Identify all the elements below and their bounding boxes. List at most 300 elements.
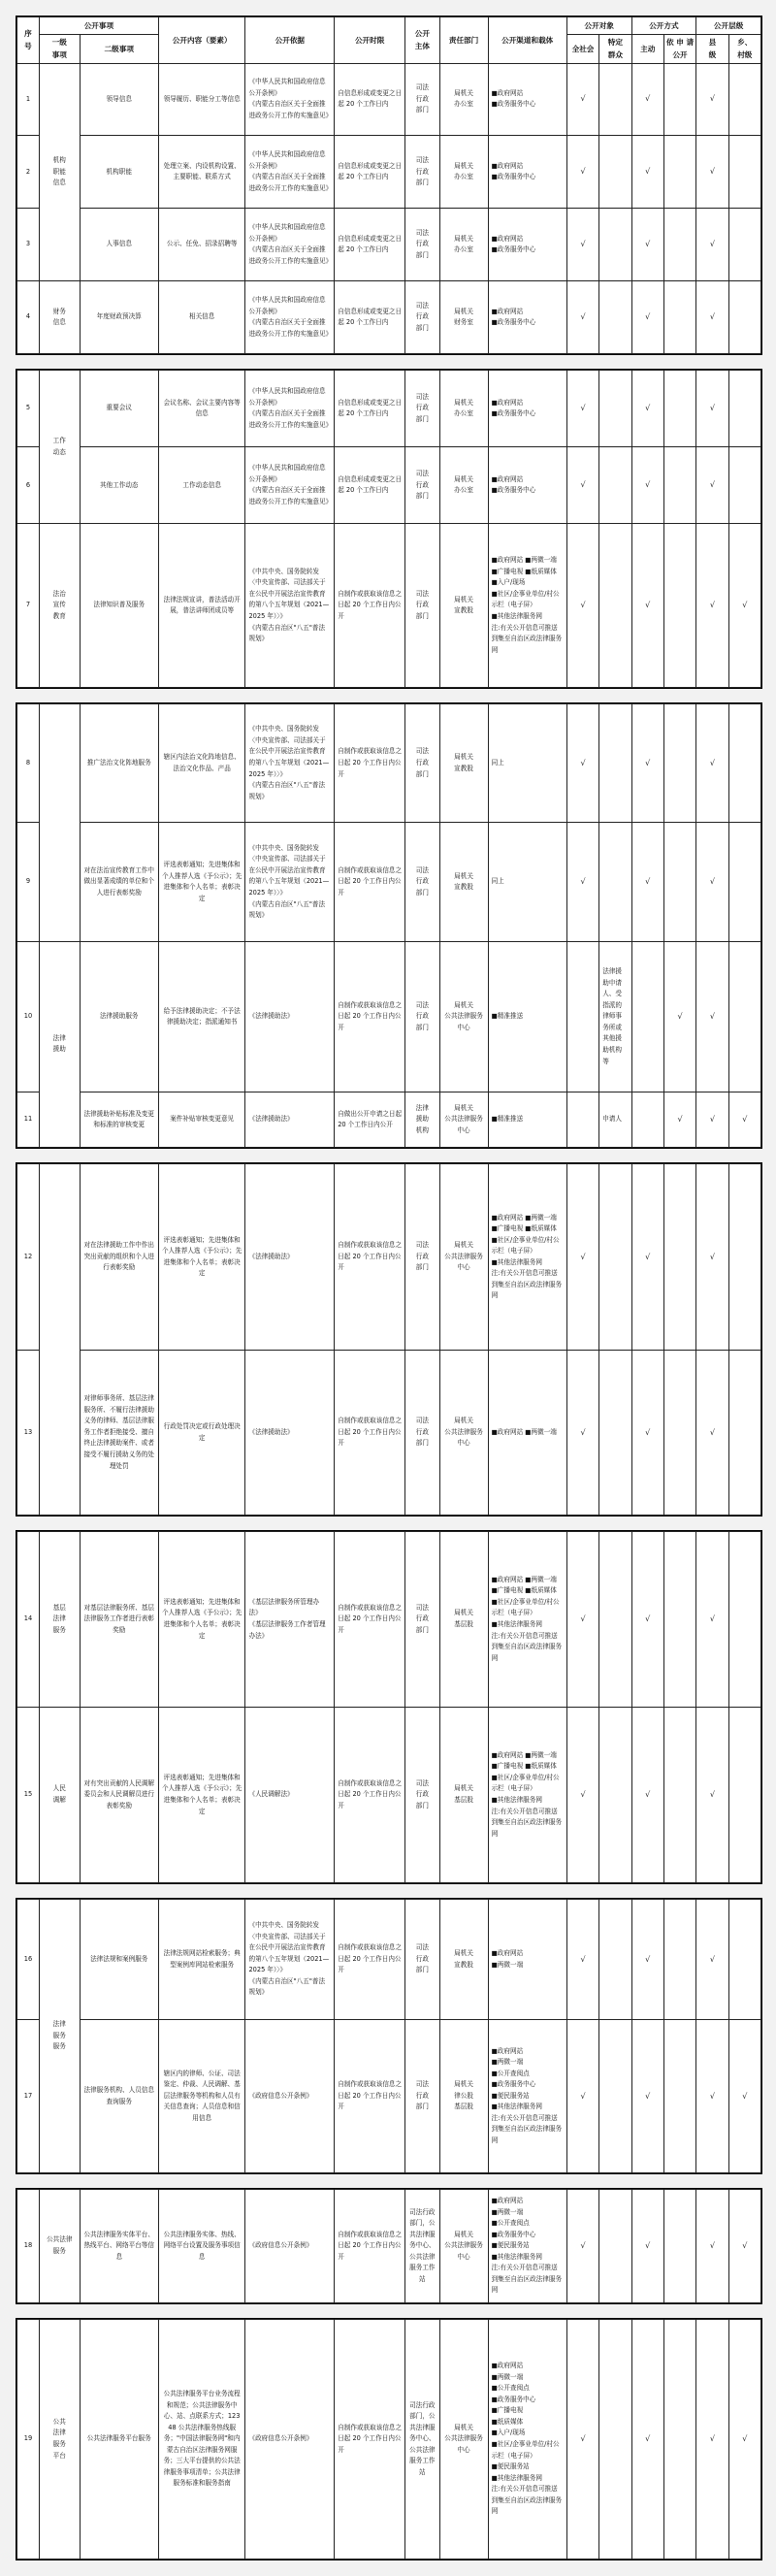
apply-check: √ xyxy=(663,941,695,1092)
table-row xyxy=(17,136,761,209)
channel-cell: ■政府网站 ■两微一端 ■公开查阅点 ■政务服务中心 ■便民服务站 ■其他法律服务网 注:有关公开信息可推送到集至自治区政法律服务网 xyxy=(488,2020,566,2173)
specific-target-cell: 法律援助申请人、受指派的律师事务所或其他援助机构等 xyxy=(599,941,631,1092)
subject-cell: 司法 行政 部门 xyxy=(405,1900,439,2020)
township-check xyxy=(728,1532,760,1708)
header-mode-group: 公开方式 xyxy=(631,17,696,35)
basis-cell: 《中华人民共和国政府信息公开条例》 《内蒙古自治区关于全面推进政务公开工作的实施意见》 xyxy=(245,447,335,524)
row-seq: 16 xyxy=(17,1900,40,2020)
county-check: √ xyxy=(696,209,728,281)
dept-cell: 局机关 律公股 基层股 xyxy=(439,2020,488,2173)
level1-item xyxy=(39,704,80,942)
content-cell: 公共法律服务平台业务流程和规范；公共法律服务中心、站、点联系方式；12348 公共法律服务热线服务；"中国法律服务网"和内蒙古自治区法律服务网服务；三大平台提供的公共法律服务事项清单；公共法律服务标准和服务指南 xyxy=(158,2320,245,2560)
table-row xyxy=(17,371,761,447)
township-check xyxy=(728,371,760,447)
header-basis: 公开依据 xyxy=(245,17,335,64)
level2-item: 法律援助补贴标准及变更和标准的审核变更 xyxy=(80,1092,158,1148)
all-society-check: √ xyxy=(566,704,598,823)
dept-cell: 局机关 公共法律服务中心 xyxy=(439,1092,488,1148)
row-seq: 2 xyxy=(17,136,40,209)
level1-item: 法治 宣传 教育 xyxy=(39,524,80,688)
subject-cell: 司法 行政 部门 xyxy=(405,704,439,823)
row-seq: 15 xyxy=(17,1708,40,1883)
active-check: √ xyxy=(631,1708,663,1883)
basis-cell: 《政府信息公开条例》 xyxy=(245,2020,335,2173)
header-level1: 一级 事项 xyxy=(39,35,80,64)
active-check: √ xyxy=(631,281,663,354)
basis-cell: 《中华人民共和国政府信息公开条例》 《内蒙古自治区关于全面推进政务公开工作的实施意见》 xyxy=(245,209,335,281)
channel-cell: ■政府网站 ■两微一端 ■公开查阅点 ■政务服务中心 ■便民服务站 ■其他法律服务网 注:有关公开信息可推送到集至自治区政法律服务网 xyxy=(488,2190,566,2303)
active-check: √ xyxy=(631,704,663,823)
county-check: √ xyxy=(696,2190,728,2303)
dept-cell: 局机关 宣教股 xyxy=(439,823,488,941)
township-check xyxy=(728,941,760,1092)
county-check: √ xyxy=(696,704,728,823)
level2-item: 公共法律服务实体平台、热线平台、网络平台等信息 xyxy=(80,2190,158,2303)
dept-cell: 局机关 公共法律服务中心 xyxy=(439,941,488,1092)
row-seq: 13 xyxy=(17,1351,40,1516)
apply-check: √ xyxy=(663,1092,695,1148)
apply-check xyxy=(663,823,695,941)
time-limit-cell: 自制作或获取该信息之日起 20 个工作日内公开 xyxy=(335,2020,405,2173)
disclosure-table xyxy=(16,2189,761,2303)
channel-cell: ■政府网站 ■两微一端 ■公开查阅点 ■政务服务中心 ■广播电视 ■纸质媒体 ■入户/现场 ■社区/企事业单位/村公示栏（电子屏） ■便民服务站 ■其他法律服务网 注:有关公开信息可推送到集至自治区政法律服务网 xyxy=(488,2320,566,2560)
time-limit-cell: 自制作或获取该信息之日起 20 个工作日内公开 xyxy=(335,704,405,823)
subject-cell: 司法 行政 部门 xyxy=(405,2020,439,2173)
county-check: √ xyxy=(696,2320,728,2560)
dept-cell: 局机关 宣教股 xyxy=(439,524,488,688)
all-society-check: √ xyxy=(566,447,598,524)
basis-cell: 《中华人民共和国政府信息公开条例》 《内蒙古自治区关于全面推进政务公开工作的实施意见》 xyxy=(245,371,335,447)
dept-cell: 局机关 基层股 xyxy=(439,1532,488,1708)
all-society-check: √ xyxy=(566,209,598,281)
subject-cell: 司法 行政 部门 xyxy=(405,447,439,524)
table-segment-7 xyxy=(16,2188,762,2304)
county-check: √ xyxy=(696,136,728,209)
basis-cell: 《政府信息公开条例》 xyxy=(245,2320,335,2560)
county-check: √ xyxy=(696,447,728,524)
content-cell: 领导履历、职能分工等信息 xyxy=(158,63,245,136)
all-society-check: √ xyxy=(566,1532,598,1708)
channel-cell: ■政府网站 ■两微一端 ■广播电视 ■纸质媒体 ■入户/现场 ■社区/企事业单位/村公示栏（电子屏） ■其他法律服务网 注:有关公开信息可推送到集至自治区政法律服务网 xyxy=(488,524,566,688)
specific-check xyxy=(599,63,631,136)
apply-check xyxy=(663,63,695,136)
row-seq: 17 xyxy=(17,2020,40,2173)
township-check xyxy=(728,823,760,941)
channel-cell: ■精准推送 xyxy=(488,1092,566,1148)
header-time-limit: 公开时限 xyxy=(335,17,405,64)
dept-cell: 局机关 办公室 xyxy=(439,371,488,447)
channel-cell: ■政府网站 ■政务服务中心 xyxy=(488,281,566,354)
content-cell: 法律法规宣讲，普法活动开展，普法讲师团成员等 xyxy=(158,524,245,688)
row-seq: 9 xyxy=(17,823,40,941)
level2-item: 领导信息 xyxy=(80,63,158,136)
all-society-check: √ xyxy=(566,63,598,136)
row-seq: 6 xyxy=(17,447,40,524)
header-specific: 特定 群众 xyxy=(599,35,631,64)
row-seq: 8 xyxy=(17,704,40,823)
active-check: √ xyxy=(631,823,663,941)
county-check: √ xyxy=(696,1708,728,1883)
specific-check xyxy=(599,823,631,941)
level1-item: 机构 职能 信息 xyxy=(39,63,80,281)
content-cell: 公共法律服务实体、热线、网络平台设置及服务事项信息 xyxy=(158,2190,245,2303)
county-check: √ xyxy=(696,2020,728,2173)
basis-cell: 《人民调解法》 xyxy=(245,1708,335,1883)
specific-check xyxy=(599,136,631,209)
subject-cell: 司法行政部门，公共法律服务中心、公共法律服务工作站 xyxy=(405,2190,439,2303)
table-row xyxy=(17,1092,761,1148)
apply-check xyxy=(663,1708,695,1883)
table-segment-5 xyxy=(16,1530,762,1884)
active-check: √ xyxy=(631,447,663,524)
table-row xyxy=(17,1900,761,2020)
subject-cell: 司法 行政 部门 xyxy=(405,941,439,1092)
specific-check xyxy=(599,447,631,524)
row-seq: 3 xyxy=(17,209,40,281)
basis-cell: 《法律援助法》 xyxy=(245,941,335,1092)
dept-cell: 局机关 财务室 xyxy=(439,281,488,354)
table-row xyxy=(17,1708,761,1883)
channel-cell: ■政府网站 ■政务服务中心 xyxy=(488,209,566,281)
apply-check xyxy=(663,704,695,823)
county-check: √ xyxy=(696,63,728,136)
dept-cell: 局机关 办公室 xyxy=(439,447,488,524)
specific-check xyxy=(599,1708,631,1883)
row-seq: 18 xyxy=(17,2190,40,2303)
dept-cell: 局机关 办公室 xyxy=(439,136,488,209)
township-check: √ xyxy=(728,524,760,688)
time-limit-cell: 自信息形成或变更之日起 20 个工作日内 xyxy=(335,371,405,447)
all-society-check: √ xyxy=(566,823,598,941)
row-seq: 14 xyxy=(17,1532,40,1708)
township-check xyxy=(728,281,760,354)
apply-check xyxy=(663,2190,695,2303)
apply-check xyxy=(663,1351,695,1516)
level2-item: 法律服务机构、人员信息查询服务 xyxy=(80,2020,158,2173)
channel-cell: ■政府网站 ■政务服务中心 xyxy=(488,447,566,524)
township-check xyxy=(728,1708,760,1883)
active-check: √ xyxy=(631,1532,663,1708)
all-society-check: √ xyxy=(566,1164,598,1351)
table-row xyxy=(17,1164,761,1351)
level2-item: 公共法律服务平台服务 xyxy=(80,2320,158,2560)
all-society-check: √ xyxy=(566,2320,598,2560)
table-row xyxy=(17,704,761,823)
level1-item: 公共 法律 服务 平台 xyxy=(39,2320,80,2560)
active-check: √ xyxy=(631,63,663,136)
apply-check xyxy=(663,2020,695,2173)
level1-item: 法律 援助 xyxy=(39,941,80,1147)
county-check: √ xyxy=(696,1092,728,1148)
channel-cell: 同上 xyxy=(488,704,566,823)
content-cell: 行政处罚决定或行政处理决定 xyxy=(158,1351,245,1516)
active-check: √ xyxy=(631,1900,663,2020)
disclosure-table xyxy=(16,2319,761,2560)
active-check: √ xyxy=(631,2020,663,2173)
active-check xyxy=(631,941,663,1092)
header-target-group: 公开对象 xyxy=(566,17,631,35)
specific-check xyxy=(599,1164,631,1351)
table-row xyxy=(17,2190,761,2303)
all-society-check: √ xyxy=(566,136,598,209)
all-society-check xyxy=(566,1092,598,1148)
level2-item: 人事信息 xyxy=(80,209,158,281)
all-society-check: √ xyxy=(566,2020,598,2173)
level1-item: 工作 动态 xyxy=(39,371,80,524)
subject-cell: 司法 行政 部门 xyxy=(405,1708,439,1883)
time-limit-cell: 自制作或获取该信息之日起 20 个工作日内公开 xyxy=(335,524,405,688)
township-check xyxy=(728,63,760,136)
channel-cell: ■政府网站 ■政务服务中心 xyxy=(488,136,566,209)
disclosure-table xyxy=(16,16,761,354)
apply-check xyxy=(663,2320,695,2560)
county-check: √ xyxy=(696,823,728,941)
apply-check xyxy=(663,1532,695,1708)
level1-item: 法律 服务 服务 xyxy=(39,1900,80,2173)
township-check: √ xyxy=(728,1092,760,1148)
county-check: √ xyxy=(696,371,728,447)
specific-check xyxy=(599,209,631,281)
dept-cell: 局机关 办公室 xyxy=(439,209,488,281)
row-seq: 11 xyxy=(17,1092,40,1148)
specific-target-cell: 申请人 xyxy=(599,1092,631,1148)
header-level-group: 公开层级 xyxy=(696,17,761,35)
active-check: √ xyxy=(631,371,663,447)
dept-cell: 局机关 宣教股 xyxy=(439,1900,488,2020)
level1-item: 人民 调解 xyxy=(39,1708,80,1883)
subject-cell: 司法 行政 部门 xyxy=(405,1164,439,1351)
disclosure-table xyxy=(16,1531,761,1883)
specific-check xyxy=(599,1900,631,2020)
level2-item: 法律法规和案例服务 xyxy=(80,1900,158,2020)
time-limit-cell: 自信息形成或变更之日起 20 个工作日内 xyxy=(335,281,405,354)
table-segment-2 xyxy=(16,369,762,689)
table-row xyxy=(17,2020,761,2173)
channel-cell: 同上 xyxy=(488,823,566,941)
channel-cell: ■政府网站 ■两微一端 ■广播电视 ■纸质媒体 ■社区/企事业单位/村公示栏（电子屏） ■其他法律服务网 注:有关公开信息可推送到集至自治区政法律服务网 xyxy=(488,1164,566,1351)
specific-check xyxy=(599,371,631,447)
table-row xyxy=(17,823,761,941)
dept-cell: 局机关 公共法律服务中心 xyxy=(439,2320,488,2560)
header-township: 乡、 村级 xyxy=(728,35,760,64)
level1-item xyxy=(39,1164,80,1516)
time-limit-cell: 自制作或获取该信息之日起 20 个工作日内公开 xyxy=(335,1900,405,2020)
township-check xyxy=(728,447,760,524)
specific-check xyxy=(599,1351,631,1516)
subject-cell: 司法 行政 部门 xyxy=(405,209,439,281)
apply-check xyxy=(663,524,695,688)
level2-item: 法律援助服务 xyxy=(80,941,158,1092)
header-content: 公开内容（要素） xyxy=(158,17,245,64)
header-items-group: 公开事项 xyxy=(39,17,158,35)
content-cell: 公示、任免、招录招聘等 xyxy=(158,209,245,281)
active-check: √ xyxy=(631,524,663,688)
table-row xyxy=(17,1351,761,1516)
basis-cell: 《中共中央、国务院转发〈中央宣传部、司法部关于在公民中开展法治宣传教育的第八个五年规划（2021—2025 年）〉》 《内蒙古自治区"八五"普法规划》 xyxy=(245,1900,335,2020)
content-cell: 辖区内的律师、公证、司法鉴定、仲裁、人民调解、基层法律服务等机构和人员有关信息查询；人员信息和信用信息 xyxy=(158,2020,245,2173)
content-cell: 给予法律援助决定；不予法律援助决定；指派通知书 xyxy=(158,941,245,1092)
subject-cell: 司法 行政 部门 xyxy=(405,823,439,941)
level2-item: 对在法律援助工作中作出突出贡献的组织和个人进行表彰奖励 xyxy=(80,1164,158,1351)
dept-cell: 局机关 办公室 xyxy=(439,63,488,136)
active-check: √ xyxy=(631,209,663,281)
channel-cell: ■政府网站 ■两微一端 ■广播电视 ■纸质媒体 ■社区/企事业单位/村公示栏（电子屏） ■其他法律服务网 注:有关公开信息可推送到集至自治区政法律服务网 xyxy=(488,1532,566,1708)
township-check: √ xyxy=(728,2320,760,2560)
subject-cell: 司法 行政 部门 xyxy=(405,1351,439,1516)
county-check: √ xyxy=(696,1164,728,1351)
township-check xyxy=(728,136,760,209)
row-seq: 19 xyxy=(17,2320,40,2560)
basis-cell: 《中共中央、国务院转发〈中央宣传部、司法部关于在公民中开展法治宣传教育的第八个五年规划（2021—2025 年）〉》 《内蒙古自治区"八五"普法规划》 xyxy=(245,823,335,941)
all-society-check: √ xyxy=(566,371,598,447)
table-segment-4 xyxy=(16,1162,762,1516)
time-limit-cell: 自制作或获取该信息之日起 20 个工作日内公开 xyxy=(335,2190,405,2303)
basis-cell: 《基层法律服务所管理办法》 《基层法律服务工作者管理办法》 xyxy=(245,1532,335,1708)
time-limit-cell: 自信息形成或变更之日起 20 个工作日内 xyxy=(335,447,405,524)
channel-cell: ■政府网站 ■两微一端 xyxy=(488,1351,566,1516)
dept-cell: 局机关 宣教股 xyxy=(439,704,488,823)
active-check: √ xyxy=(631,136,663,209)
content-cell: 会议名称、会议主要内容等信息 xyxy=(158,371,245,447)
all-society-check: √ xyxy=(566,281,598,354)
all-society-check: √ xyxy=(566,524,598,688)
row-seq: 1 xyxy=(17,63,40,136)
specific-check xyxy=(599,2020,631,2173)
content-cell: 法律法规网站检索服务；典型案例库网站检索服务 xyxy=(158,1900,245,2020)
active-check: √ xyxy=(631,1164,663,1351)
basis-cell: 《中华人民共和国政府信息公开条例》 《内蒙古自治区关于全面推进政务公开工作的实施意见》 xyxy=(245,281,335,354)
channel-cell: ■政府网站 ■政务服务中心 xyxy=(488,371,566,447)
level2-item: 年度财政预决算 xyxy=(80,281,158,354)
dept-cell: 局机关 公共法律服务中心 xyxy=(439,2190,488,2303)
apply-check xyxy=(663,136,695,209)
table-segment-1 xyxy=(16,16,762,355)
time-limit-cell: 自制作或获取该信息之日起 20 个工作日内公开 xyxy=(335,1532,405,1708)
row-seq: 4 xyxy=(17,281,40,354)
time-limit-cell: 自制作或获取该信息之日起 20 个工作日内公开 xyxy=(335,941,405,1092)
specific-check xyxy=(599,704,631,823)
content-cell: 评选表彰通知；先进集体和个人推荐人选《予公示》；先进集体和个人名单；表彰决定 xyxy=(158,1532,245,1708)
level2-item: 推广法治文化阵地服务 xyxy=(80,704,158,823)
time-limit-cell: 自做出公开申请之日起 20 个工作日内公开 xyxy=(335,1092,405,1148)
all-society-check xyxy=(566,941,598,1092)
table-segment-8 xyxy=(16,2318,762,2560)
table-row xyxy=(17,2320,761,2560)
level1-item: 财务 信息 xyxy=(39,281,80,354)
township-check xyxy=(728,1164,760,1351)
time-limit-cell: 自制作或获取该信息之日起 20 个工作日内公开 xyxy=(335,1708,405,1883)
all-society-check: √ xyxy=(566,1900,598,2020)
content-cell: 评选表彰通知；先进集体和个人推荐人选《予公示》；先进集体和个人名单；表彰决定 xyxy=(158,1164,245,1351)
channel-cell: ■政府网站 ■政务服务中心 xyxy=(488,63,566,136)
active-check xyxy=(631,1092,663,1148)
township-check xyxy=(728,704,760,823)
content-cell: 评选表彰通知；先进集体和个人推荐人选《予公示》；先进集体和个人名单；表彰决定 xyxy=(158,1708,245,1883)
time-limit-cell: 自制作或获取该信息之日起 20 个工作日内公开 xyxy=(335,1164,405,1351)
county-check: √ xyxy=(696,1900,728,2020)
township-check: √ xyxy=(728,2020,760,2173)
apply-check xyxy=(663,371,695,447)
row-seq: 12 xyxy=(17,1164,40,1351)
all-society-check: √ xyxy=(566,2190,598,2303)
county-check: √ xyxy=(696,524,728,688)
content-cell: 辖区内法治文化阵地信息、法治文化作品、产品 xyxy=(158,704,245,823)
level1-item: 基层 法律 服务 xyxy=(39,1532,80,1708)
table-row xyxy=(17,281,761,354)
content-cell: 相关信息 xyxy=(158,281,245,354)
township-check xyxy=(728,1900,760,2020)
subject-cell: 司法 行政 部门 xyxy=(405,281,439,354)
subject-cell: 法律 援助 机构 xyxy=(405,1092,439,1148)
subject-cell: 司法 行政 部门 xyxy=(405,371,439,447)
time-limit-cell: 自信息形成或变更之日起 20 个工作日内 xyxy=(335,136,405,209)
apply-check xyxy=(663,281,695,354)
apply-check xyxy=(663,1900,695,2020)
channel-cell: ■政府网站 ■两微一端 ■广播电视 ■纸质媒体 ■社区/企事业单位/村公示栏（电子屏） ■其他法律服务网 注:有关公开信息可推送到集至自治区政法律服务网 xyxy=(488,1708,566,1883)
table-row xyxy=(17,447,761,524)
basis-cell: 《法律援助法》 xyxy=(245,1351,335,1516)
apply-check xyxy=(663,1164,695,1351)
header-row-1 xyxy=(17,17,761,35)
table-segment-3 xyxy=(16,702,762,1149)
disclosure-table xyxy=(16,703,761,1148)
table-row xyxy=(17,524,761,688)
time-limit-cell: 自信息形成或变更之日起 20 个工作日内 xyxy=(335,209,405,281)
basis-cell: 《法律援助法》 xyxy=(245,1092,335,1148)
basis-cell: 《法律援助法》 xyxy=(245,1164,335,1351)
basis-cell: 《政府信息公开条例》 xyxy=(245,2190,335,2303)
subject-cell: 司法 行政 部门 xyxy=(405,1532,439,1708)
header-all-society: 全社会 xyxy=(566,35,598,64)
table-row xyxy=(17,1532,761,1708)
specific-check xyxy=(599,281,631,354)
all-society-check: √ xyxy=(566,1708,598,1883)
township-check xyxy=(728,1351,760,1516)
level2-item: 其他工作动态 xyxy=(80,447,158,524)
table-segment-6 xyxy=(16,1898,762,2174)
header-seq: 序 号 xyxy=(17,17,40,64)
active-check: √ xyxy=(631,2320,663,2560)
row-seq: 5 xyxy=(17,371,40,447)
level2-item: 对有突出贡献的人民调解委员会和人民调解员进行表彰奖励 xyxy=(80,1708,158,1883)
time-limit-cell: 自制作或获取该信息之日起 20 个工作日内公开 xyxy=(335,2320,405,2560)
all-society-check: √ xyxy=(566,1351,598,1516)
level2-item: 机构职能 xyxy=(80,136,158,209)
specific-check xyxy=(599,524,631,688)
specific-check xyxy=(599,1532,631,1708)
basis-cell: 《中共中央、国务院转发〈中央宣传部、司法部关于在公民中开展法治宣传教育的第八个五年规划（2021—2025 年）〉》 《内蒙古自治区"八五"普法规划》 xyxy=(245,704,335,823)
level2-item: 对基层法律服务所、基层法律服务工作者进行表彰奖励 xyxy=(80,1532,158,1708)
level1-item: 公共法律 服务 xyxy=(39,2190,80,2303)
township-check xyxy=(728,209,760,281)
basis-cell: 《中华人民共和国政府信息公开条例》 《内蒙古自治区关于全面推进政务公开工作的实施意见》 xyxy=(245,136,335,209)
time-limit-cell: 自制作或获取该信息之日起 20 个工作日内公开 xyxy=(335,823,405,941)
apply-check xyxy=(663,209,695,281)
content-cell: 案件补贴审核变更意见 xyxy=(158,1092,245,1148)
header-dept: 责任部门 xyxy=(439,17,488,64)
header-subject: 公开 主体 xyxy=(405,17,439,64)
level2-item: 法律知识普及服务 xyxy=(80,524,158,688)
table-row xyxy=(17,941,761,1092)
row-seq: 10 xyxy=(17,941,40,1092)
dept-cell: 局机关 公共法律服务中心 xyxy=(439,1164,488,1351)
level2-item: 对律师事务所、基层法律服务所、不履行法律援助义务的律师、基层法律服务工作者拒绝接受、擅自终止法律援助案件、或者接受不履行援助义务的处理处罚 xyxy=(80,1351,158,1516)
subject-cell: 司法 行政 部门 xyxy=(405,136,439,209)
level2-item: 重要会议 xyxy=(80,371,158,447)
table-row xyxy=(17,209,761,281)
active-check: √ xyxy=(631,2190,663,2303)
township-check: √ xyxy=(728,2190,760,2303)
